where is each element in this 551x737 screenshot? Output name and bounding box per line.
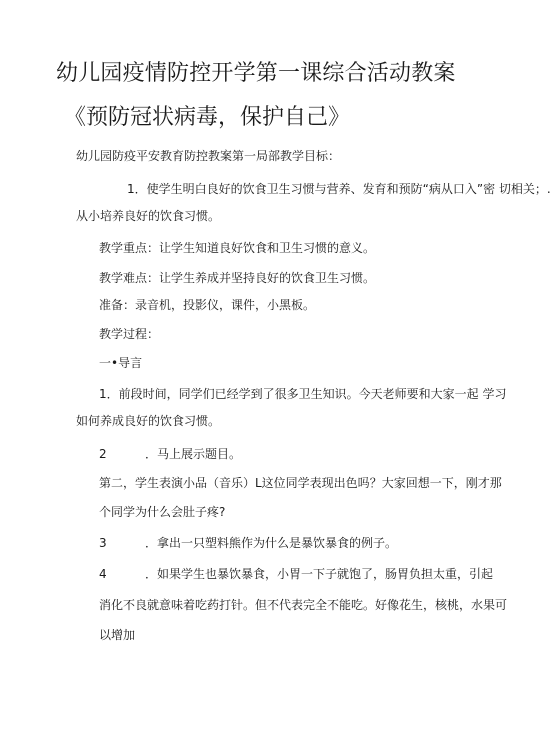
step-3-number: 3 — [99, 536, 107, 550]
step-3-text: ．拿出一只塑料熊作为什么是暴饮暴食的例子。 — [145, 536, 398, 550]
step-1-line-1: 1．前段时间，同学们已经学到了很多卫生知识。今天老师要和大家一起 学习 — [99, 387, 507, 401]
step-4-line-1: ．如果学生也暴饮暴食，小胃一下子就饱了，肠胃负担太重，引起 — [145, 567, 494, 581]
section-1-heading: 一•导言 — [99, 356, 143, 370]
key-point-line: 教学重点：让学生知道良好饮食和卫生习惯的意义。 — [99, 241, 376, 255]
step-4-number: 4 — [99, 567, 107, 581]
step-4-line-3: 以增加 — [99, 628, 136, 642]
step-2-number: 2 — [99, 447, 107, 461]
document-title: 幼儿园疫情防控开学第一课综合活动教案 — [56, 61, 456, 86]
document-subtitle: 《预防冠状病毒，保护自己》 — [64, 105, 351, 130]
section-2-line-2: 个同学为什么会肚子疼? — [99, 505, 226, 519]
difficulty-line: 教学难点：让学生养成并坚持良好的饮食卫生习惯。 — [99, 271, 376, 285]
preparation-line: 准备：录音机，投影仪，课件，小黑板。 — [99, 298, 316, 312]
step-1-line-2: 如何养成良好的饮食习惯。 — [76, 414, 221, 428]
intro-line: 幼儿园防疫平安教育防控教案第一局部教学目标： — [76, 149, 341, 163]
step-2-text: ．马上展示题目。 — [145, 447, 242, 461]
step-4-line-2: 消化不良就意味着吃药打针。但不代表完全不能吃。好像花生，核桃，水果可 — [99, 598, 508, 612]
section-2-line-1: 第二，学生表演小品（音乐）L这位同学表现出色吗？大家回想一下，刚才那 — [99, 476, 502, 490]
goal-1-line-1: 1．使学生明白良好的饮食卫生习惯与营养、发育和预防“病从口入”密 切相关；. — [127, 182, 551, 196]
process-heading: 教学过程： — [99, 327, 160, 341]
goal-1-line-2: 从小培养良好的饮食习惯。 — [76, 209, 221, 223]
